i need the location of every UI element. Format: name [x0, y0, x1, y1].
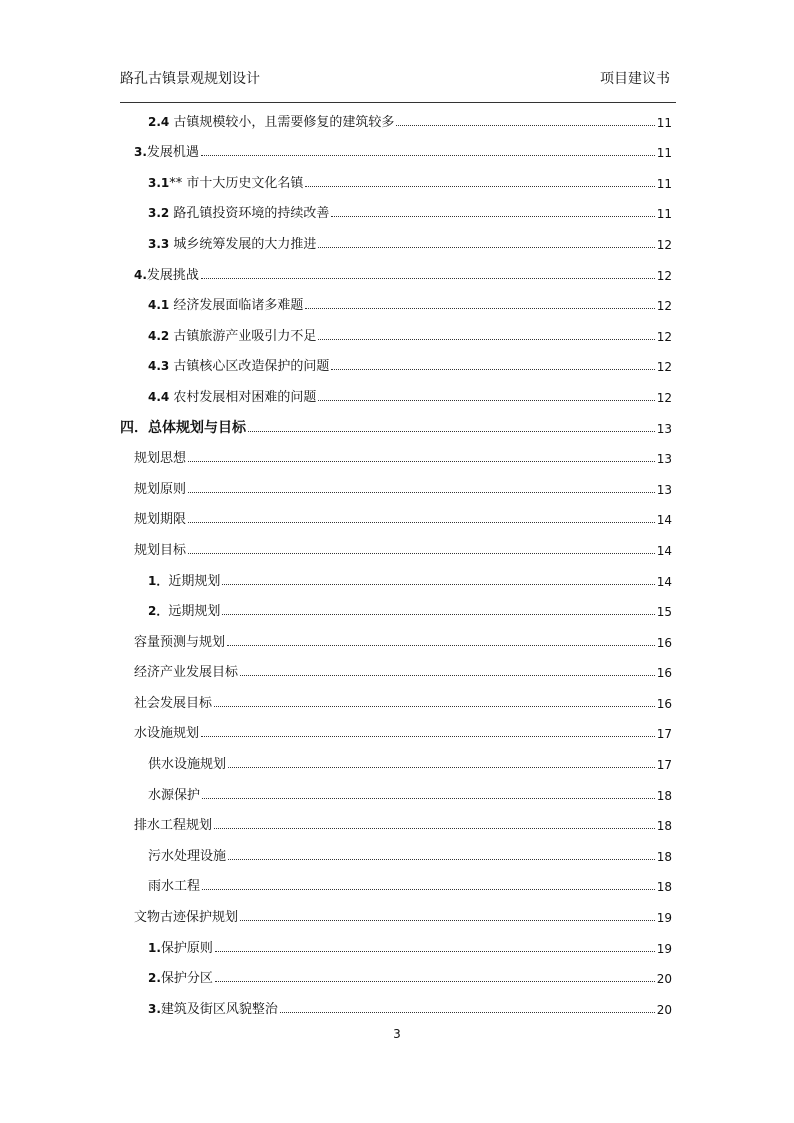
toc-entry-label — [120, 513, 186, 531]
toc-entry-page: 16 — [656, 635, 672, 650]
dot-leader — [305, 186, 654, 187]
toc-entry-label — [120, 880, 200, 898]
toc-entry-page: 12 — [656, 237, 672, 252]
toc-entry-label — [120, 116, 394, 134]
toc-entry-page: 11 — [656, 207, 672, 222]
toc-entry-text: 古镇核心区改造保护的问题 — [169, 359, 330, 375]
toc-entry-text: 容量预测与规划 — [134, 634, 226, 650]
toc-entry-label — [120, 575, 220, 593]
dot-leader — [240, 920, 655, 921]
toc-entry-page: 18 — [656, 788, 672, 803]
dot-leader — [228, 767, 655, 768]
toc-entry[interactable] — [120, 776, 672, 807]
dot-leader — [214, 828, 655, 829]
toc-entry-label — [120, 391, 316, 409]
toc-entry-number: 4.4 — [148, 389, 170, 404]
toc-entry-text: 经济发展面临诸多难题 — [169, 298, 304, 314]
dot-leader — [188, 522, 655, 523]
toc-entry-number: 2.4 — [148, 114, 170, 129]
toc-entry-text: 社会发展目标 — [134, 695, 213, 711]
toc-entry-page: 13 — [656, 452, 672, 467]
dot-leader — [201, 278, 655, 279]
toc-entry-number: 3. — [148, 1001, 161, 1016]
toc-entry-text: 水设施规划 — [134, 726, 200, 742]
toc-entry-label — [120, 819, 212, 837]
toc-entry-text: 规划期限 — [134, 512, 187, 528]
toc-entry[interactable] — [120, 103, 672, 134]
toc-entry-page: 17 — [656, 758, 672, 773]
toc-entry-label — [120, 269, 199, 287]
toc-entry-label — [120, 972, 213, 990]
toc-entry-text: 雨水工程 — [148, 879, 201, 895]
dot-leader — [240, 675, 655, 676]
toc-entry-label — [120, 146, 199, 164]
toc-entry-label — [120, 238, 316, 256]
toc-entry-label — [120, 360, 329, 378]
dot-leader — [201, 155, 655, 156]
toc-entry-text: 发展机遇 — [146, 145, 199, 161]
toc-entry-page: 15 — [656, 605, 672, 620]
toc-entry[interactable] — [120, 562, 672, 593]
toc-entry-label — [120, 544, 186, 562]
toc-entry-label — [120, 666, 238, 684]
toc-entry[interactable] — [120, 807, 672, 838]
dot-leader — [214, 706, 655, 707]
toc-entry-text: 文物古迹保护规划 — [134, 910, 239, 926]
toc-entry[interactable] — [120, 378, 672, 409]
toc-entry-text: 经济产业发展目标 — [134, 665, 239, 681]
toc-entry-number: 4.3 — [148, 359, 170, 374]
toc-entry-label — [120, 483, 186, 501]
toc-entry-text: 规划目标 — [134, 542, 187, 558]
toc-entry[interactable] — [120, 440, 672, 471]
toc-entry-page: 18 — [656, 849, 672, 864]
toc-entry-label — [120, 727, 199, 745]
toc-entry-text: 规划思想 — [134, 451, 187, 467]
toc-entry-label — [120, 452, 186, 470]
toc-entry-label — [120, 697, 212, 715]
toc-entry-label — [120, 636, 225, 654]
dot-leader — [222, 614, 654, 615]
toc-entry-page: 19 — [656, 941, 672, 956]
toc-entry-number: 4.2 — [148, 328, 170, 343]
toc-entry[interactable] — [120, 684, 672, 715]
toc-entry[interactable] — [120, 134, 672, 165]
toc-entry[interactable] — [120, 531, 672, 562]
toc-entry-page: 16 — [656, 696, 672, 711]
toc-entry-number: 4. — [134, 267, 147, 282]
toc-entry-text: ** 市十大历史文化名镇 — [169, 175, 304, 191]
toc-entry[interactable] — [120, 409, 672, 440]
toc-entry-label — [120, 330, 316, 348]
toc-entry-number: 3.2 — [148, 206, 170, 221]
toc-entry[interactable] — [120, 317, 672, 348]
toc-entry-page: 12 — [656, 360, 672, 375]
toc-entry-number: 3.1 — [148, 175, 170, 190]
page-header — [120, 64, 676, 103]
toc-entry-label — [120, 942, 213, 960]
toc-entry[interactable] — [120, 225, 672, 256]
toc-entry-label — [120, 299, 303, 317]
toc-entry-text: 排水工程规划 — [134, 818, 213, 834]
toc-entry-text: 发展挑战 — [146, 267, 199, 283]
toc-entry[interactable] — [120, 501, 672, 532]
toc-entry-page: 12 — [656, 299, 672, 314]
document-type: 项目建议书 — [600, 71, 670, 87]
toc-entry-label — [120, 207, 329, 225]
toc-entry-page: 11 — [656, 115, 672, 130]
toc-entry[interactable] — [120, 898, 672, 929]
toc-entry[interactable] — [120, 287, 672, 318]
dot-leader — [396, 125, 654, 126]
toc-entry-page: 12 — [656, 268, 672, 283]
dot-leader — [188, 461, 655, 462]
dot-leader — [188, 492, 655, 493]
toc-entry-page: 17 — [656, 727, 672, 742]
toc-entry-label — [120, 850, 226, 868]
toc-entry-page: 13 — [656, 482, 672, 497]
toc-entry[interactable] — [120, 837, 672, 868]
toc-entry-text: 供水设施规划 — [148, 757, 227, 773]
toc-entry-number: 2． — [148, 604, 169, 619]
toc-entry[interactable] — [120, 256, 672, 287]
toc-entry-label — [120, 1003, 278, 1021]
dot-leader — [248, 431, 655, 432]
toc-entry-page: 11 — [656, 176, 672, 191]
toc-entry-page: 12 — [656, 329, 672, 344]
toc-entry-label — [120, 421, 246, 440]
toc-entry-page: 16 — [656, 666, 672, 681]
toc-entry[interactable] — [120, 929, 672, 960]
dot-leader — [331, 216, 654, 217]
toc-entry-page: 18 — [656, 880, 672, 895]
toc-entry[interactable] — [120, 348, 672, 379]
toc-entry[interactable] — [120, 623, 672, 654]
toc-entry-text: 水源保护 — [148, 787, 201, 803]
dot-leader — [215, 981, 655, 982]
toc-entry-page: 14 — [656, 543, 672, 558]
dot-leader — [222, 584, 654, 585]
dot-leader — [188, 553, 655, 554]
page-number: 3 — [393, 1027, 401, 1041]
dot-leader — [305, 308, 654, 309]
toc-entry-page: 13 — [656, 421, 672, 436]
toc-entry-number: 3.3 — [148, 236, 170, 251]
table-of-contents — [120, 103, 672, 1021]
dot-leader — [202, 798, 655, 799]
toc-entry[interactable] — [120, 868, 672, 899]
toc-entry-text: 近期规划 — [168, 573, 221, 589]
dot-leader — [280, 1012, 655, 1013]
toc-entry-page: 20 — [656, 1002, 672, 1017]
toc-entry-number: 4.1 — [148, 298, 170, 313]
document-title: 路孔古镇景观规划设计 — [120, 71, 260, 87]
dot-leader — [331, 369, 654, 370]
toc-entry[interactable] — [120, 745, 672, 776]
toc-entry-text: 规划原则 — [134, 481, 187, 497]
toc-entry-text: 保护原则 — [160, 940, 213, 956]
toc-entry-text: 保护分区 — [160, 971, 213, 987]
toc-entry-label — [120, 789, 200, 807]
toc-entry-page: 12 — [656, 390, 672, 405]
toc-entry-page: 11 — [656, 146, 672, 161]
toc-entry[interactable] — [120, 715, 672, 746]
dot-leader — [215, 951, 655, 952]
dot-leader — [318, 400, 654, 401]
dot-leader — [202, 889, 655, 890]
toc-entry[interactable] — [120, 960, 672, 991]
toc-entry[interactable] — [120, 654, 672, 685]
toc-entry-number: 1. — [148, 940, 161, 955]
toc-entry-page: 14 — [656, 513, 672, 528]
dot-leader — [318, 247, 654, 248]
toc-entry-text: 古镇规模较小，且需要修复的建筑较多 — [169, 114, 395, 130]
dot-leader — [227, 645, 655, 646]
toc-entry-text: 污水处理设施 — [148, 848, 227, 864]
dot-leader — [201, 736, 655, 737]
toc-entry-number: 2. — [148, 971, 161, 986]
toc-entry-label — [120, 177, 303, 195]
toc-entry[interactable] — [120, 195, 672, 226]
toc-entry-number: 1． — [148, 573, 169, 588]
toc-entry-label — [120, 758, 226, 776]
toc-entry-label — [120, 911, 238, 929]
toc-entry-text: 路孔镇投资环境的持续改善 — [169, 206, 330, 222]
toc-entry-text: 建筑及街区风貌整治 — [160, 1001, 278, 1017]
toc-entry-text: 古镇旅游产业吸引力不足 — [169, 328, 317, 344]
toc-entry[interactable] — [120, 470, 672, 501]
toc-entry-text: 四．总体规划与目标 — [120, 419, 246, 436]
toc-entry-number: 3. — [134, 145, 147, 160]
dot-leader — [228, 859, 655, 860]
toc-entry-page: 19 — [656, 911, 672, 926]
toc-entry[interactable] — [120, 164, 672, 195]
toc-entry[interactable] — [120, 990, 672, 1021]
toc-entry-page: 14 — [656, 574, 672, 589]
toc-entry-text: 远期规划 — [168, 604, 221, 620]
toc-entry-label — [120, 605, 220, 623]
toc-entry-page: 18 — [656, 819, 672, 834]
toc-entry-text: 城乡统筹发展的大力推进 — [169, 236, 317, 252]
toc-entry-text: 农村发展相对困难的问题 — [169, 389, 317, 405]
toc-entry[interactable] — [120, 593, 672, 624]
dot-leader — [318, 339, 654, 340]
toc-entry-page: 20 — [656, 972, 672, 987]
